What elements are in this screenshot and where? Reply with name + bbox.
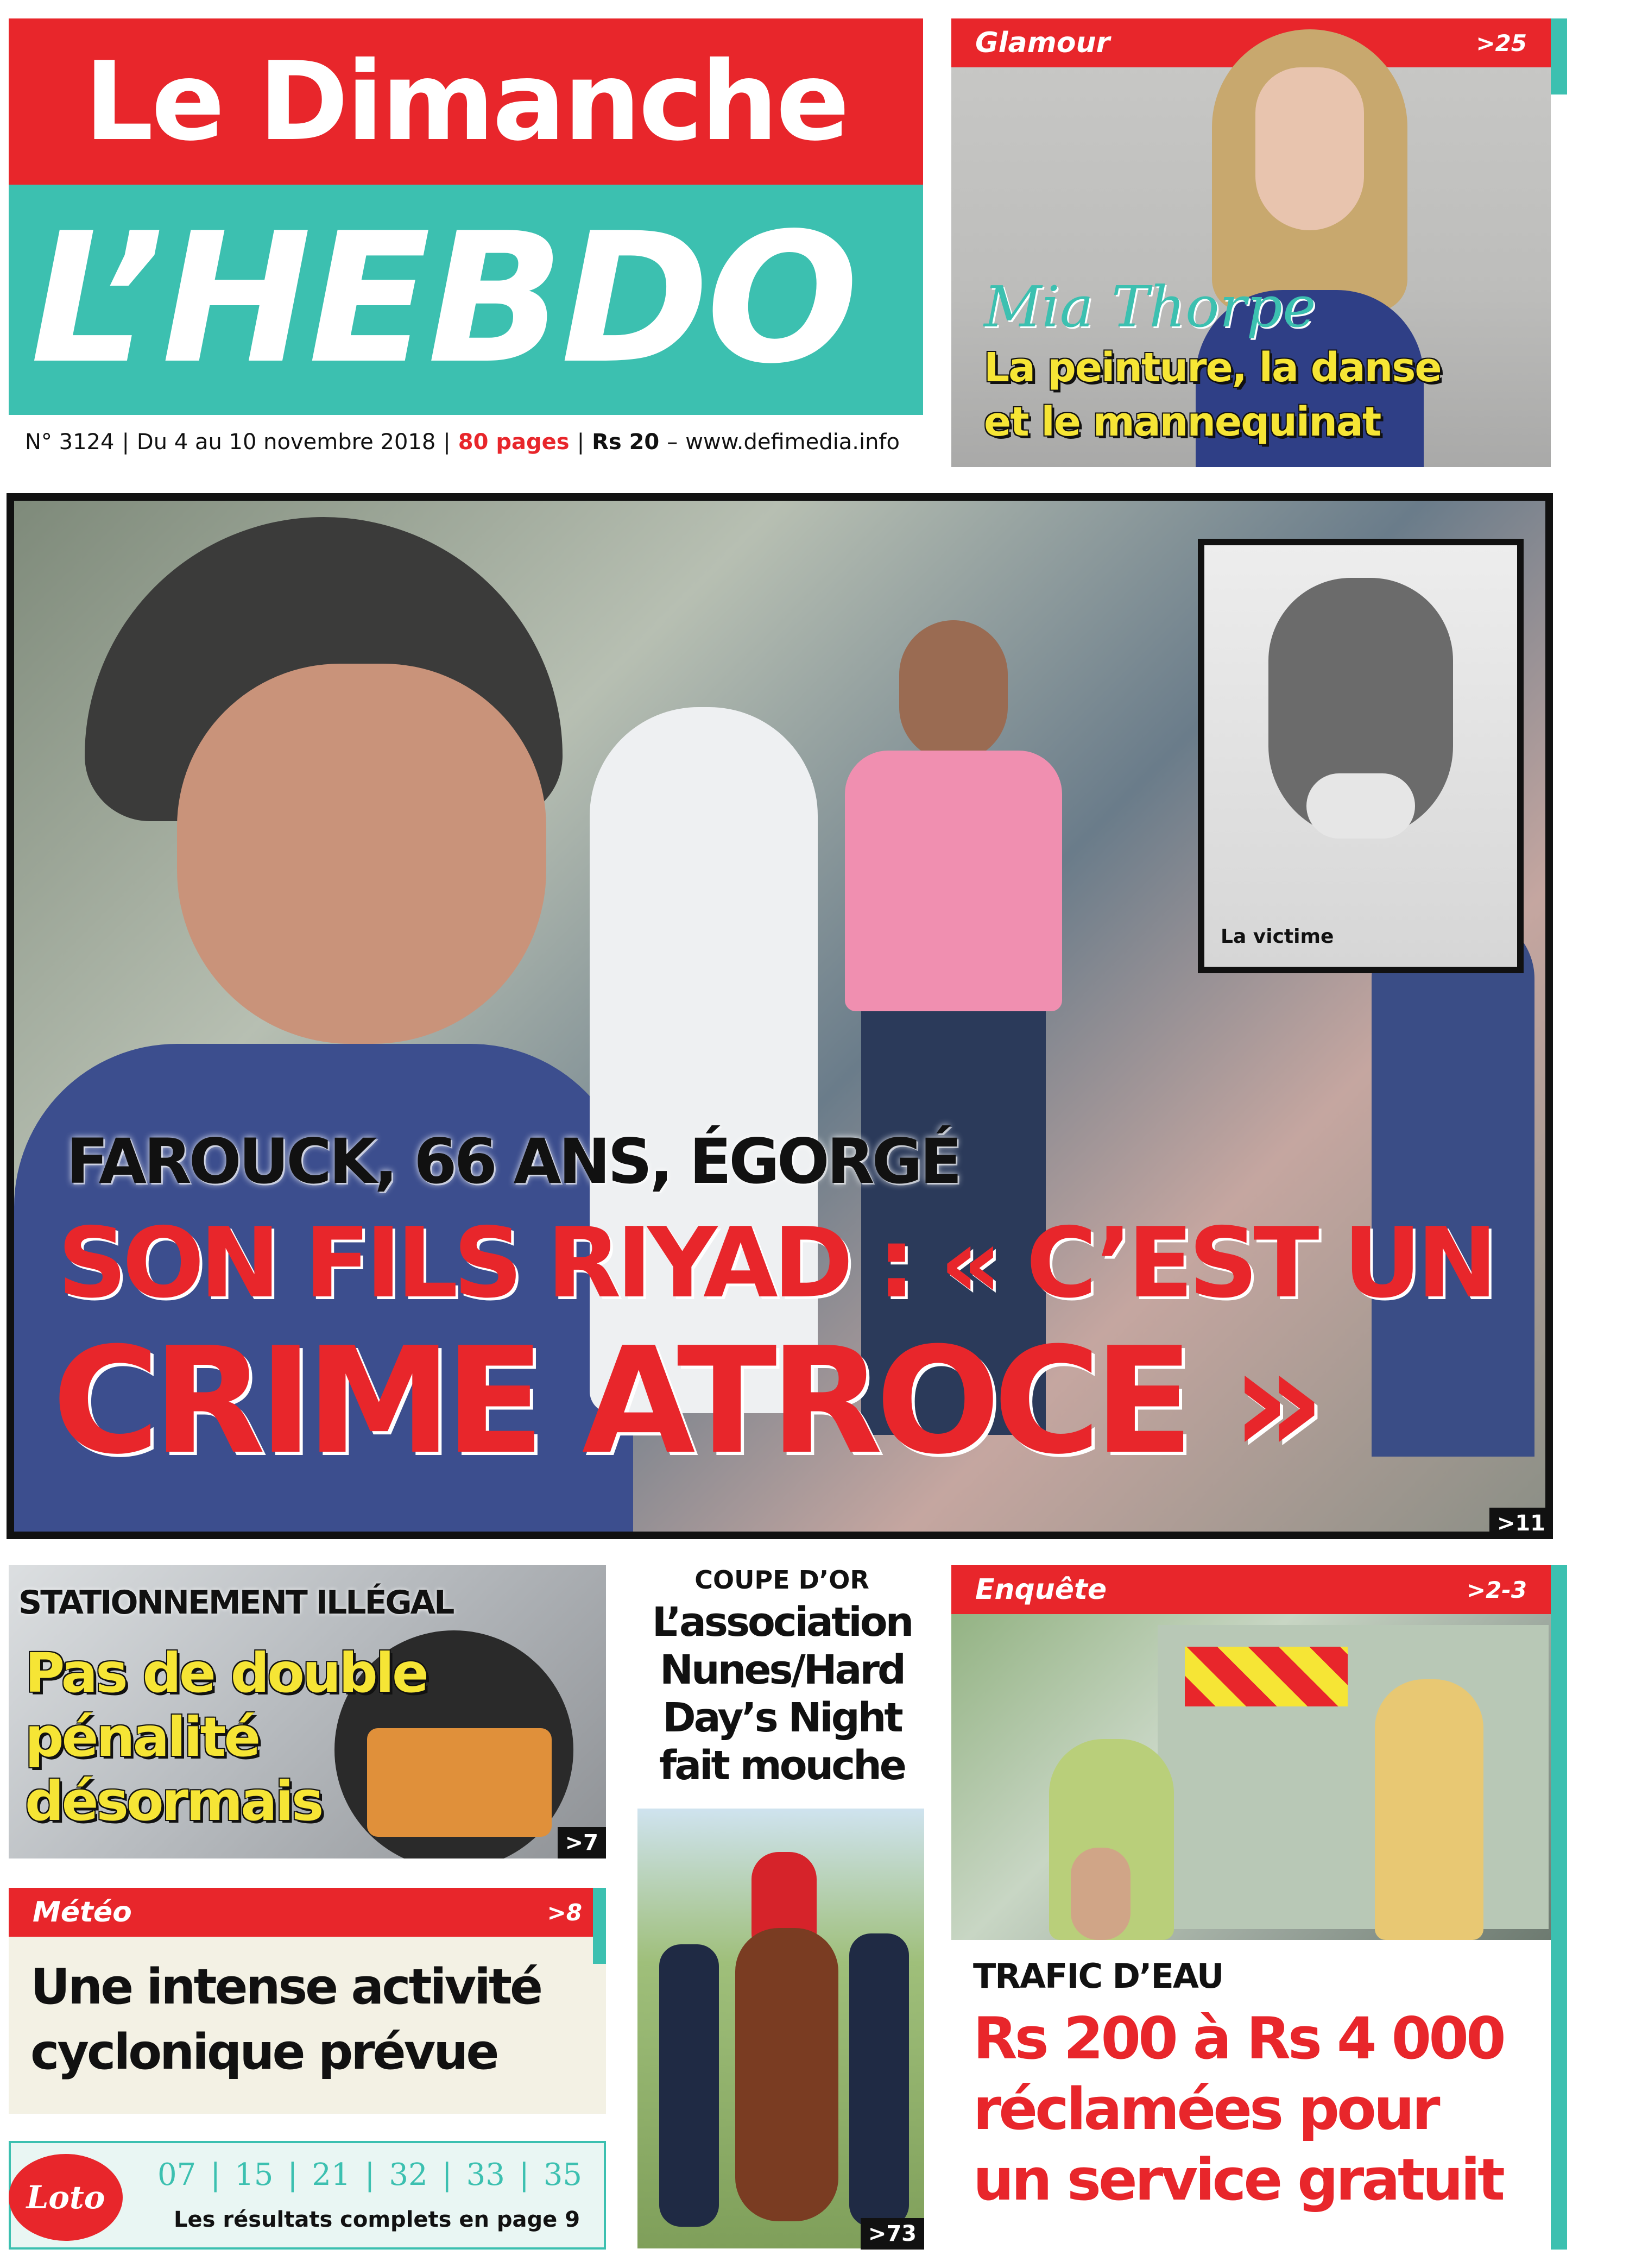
victim-beard bbox=[1306, 773, 1415, 839]
parking-line-2: pénalité bbox=[25, 1705, 259, 1769]
officer-figure bbox=[1372, 914, 1534, 1457]
price: Rs 20 bbox=[592, 430, 660, 455]
meteo-section: Météo bbox=[33, 1896, 132, 1929]
loto-numbers: 07 | 15 | 21 | 32 | 33 | 35 bbox=[157, 2157, 582, 2193]
coupe-kicker: COUPE D’OR bbox=[694, 1565, 869, 1595]
lead-headline-1: SON FILS RIYAD : « C’EST UN bbox=[58, 1207, 1493, 1319]
horse-figure bbox=[735, 1928, 838, 2221]
loto-number: 15 bbox=[235, 2157, 274, 2193]
parking-kicker: STATIONNEMENT ILLÉGAL bbox=[18, 1584, 453, 1622]
glamour-section: Glamour bbox=[975, 27, 1110, 59]
child-figure bbox=[1071, 1848, 1131, 1940]
glamour-name: Mia Thorpe bbox=[984, 274, 1316, 340]
loto-number: 32 bbox=[389, 2157, 428, 2193]
loto-logo bbox=[9, 2154, 123, 2241]
loto-number: 07 bbox=[157, 2157, 197, 2193]
loto-logo-text: Loto bbox=[26, 2179, 105, 2216]
owner-right-figure bbox=[849, 1933, 909, 2227]
victim-inset bbox=[1198, 539, 1524, 973]
crying-man-face bbox=[177, 664, 546, 1044]
loto-number: 33 bbox=[466, 2157, 505, 2193]
meteo-teaser[interactable] bbox=[9, 1888, 606, 2114]
masthead bbox=[9, 18, 923, 469]
enquete-section: Enquête bbox=[975, 1573, 1107, 1606]
page-count: 80 pages bbox=[458, 430, 570, 455]
issue-dates: Du 4 au 10 novembre 2018 bbox=[136, 430, 436, 455]
meteo-line-2: cyclonique prévue bbox=[30, 2024, 497, 2081]
loto-number: 35 bbox=[543, 2157, 582, 2193]
masthead-title-main: L’HEBDO bbox=[30, 194, 856, 403]
glamour-line-1: La peinture, la danse bbox=[984, 344, 1441, 391]
pink-man-shirt bbox=[845, 751, 1062, 1011]
wheel-clamp bbox=[367, 1728, 552, 1837]
loto-box[interactable] bbox=[9, 2141, 606, 2250]
horse-race-photo bbox=[637, 1809, 924, 2248]
owner-left-figure bbox=[659, 1944, 719, 2227]
enquete-line-1: Rs 200 à Rs 4 000 bbox=[973, 2005, 1504, 2072]
lead-story[interactable] bbox=[7, 493, 1553, 1539]
parking-page-ref: >7 bbox=[558, 1827, 606, 1858]
glamour-teaser[interactable] bbox=[951, 18, 1551, 467]
truck-stripes bbox=[1185, 1647, 1348, 1706]
meteo-side-strip bbox=[593, 1888, 606, 1964]
enquete-kicker: TRAFIC D’EAU bbox=[973, 1956, 1223, 1996]
website: www.defimedia.info bbox=[685, 430, 900, 455]
victim-sketch bbox=[1204, 545, 1517, 967]
masthead-title-top: Le Dimanche bbox=[84, 38, 848, 165]
enquete-teaser[interactable] bbox=[951, 1565, 1551, 2250]
loto-number: 21 bbox=[312, 2157, 351, 2193]
water-truck-photo bbox=[951, 1565, 1551, 1940]
meteo-line-1: Une intense activité bbox=[30, 1958, 541, 2015]
woman-yellow-figure bbox=[1375, 1679, 1483, 1940]
parking-line-3: désormais bbox=[25, 1769, 322, 1833]
parking-teaser[interactable] bbox=[9, 1565, 606, 1858]
lead-page-ref: >11 bbox=[1489, 1508, 1553, 1539]
coupe-line-4: fait mouche bbox=[659, 1742, 905, 1789]
coupe-line-2: Nunes/Hard bbox=[660, 1647, 904, 1693]
masthead-brand-bar bbox=[9, 185, 923, 415]
masthead-title-bar bbox=[9, 18, 923, 185]
enquete-line-2: réclamées pour bbox=[973, 2076, 1438, 2143]
loto-note: Les résultats complets en page 9 bbox=[174, 2207, 580, 2232]
pink-man-face bbox=[899, 620, 1008, 761]
meteo-header bbox=[9, 1888, 606, 1937]
parking-line-1: Pas de double bbox=[25, 1641, 427, 1705]
model-face bbox=[1255, 67, 1364, 230]
glamour-page-ref: >25 bbox=[1476, 29, 1527, 56]
meteo-page-ref: >8 bbox=[547, 1899, 582, 1926]
right-side-strip bbox=[1551, 1565, 1567, 2250]
issue-number: N° 3124 bbox=[25, 430, 115, 455]
enquete-page-ref: >2-3 bbox=[1466, 1576, 1527, 1603]
glamour-side-strip bbox=[1551, 18, 1567, 94]
enquete-line-3: un service gratuit bbox=[973, 2146, 1502, 2213]
coupe-line-1: L’association bbox=[652, 1599, 912, 1646]
lead-kicker: FAROUCK, 66 ANS, ÉGORGÉ bbox=[66, 1125, 959, 1198]
victim-caption: La victime bbox=[1221, 925, 1334, 948]
coupe-page-ref: >73 bbox=[861, 2218, 924, 2250]
lead-headline-2: CRIME ATROCE » bbox=[52, 1315, 1319, 1486]
coupe-teaser[interactable] bbox=[635, 1565, 929, 2250]
coupe-line-3: Day’s Night bbox=[662, 1694, 901, 1741]
lead-photo bbox=[14, 501, 1545, 1532]
masthead-info-line: N° 3124 | Du 4 au 10 novembre 2018 | 80 pages | Rs 20 – www.defimedia.info bbox=[25, 430, 900, 455]
glamour-line-2: et le mannequinat bbox=[984, 399, 1381, 445]
enquete-header bbox=[951, 1565, 1551, 1614]
